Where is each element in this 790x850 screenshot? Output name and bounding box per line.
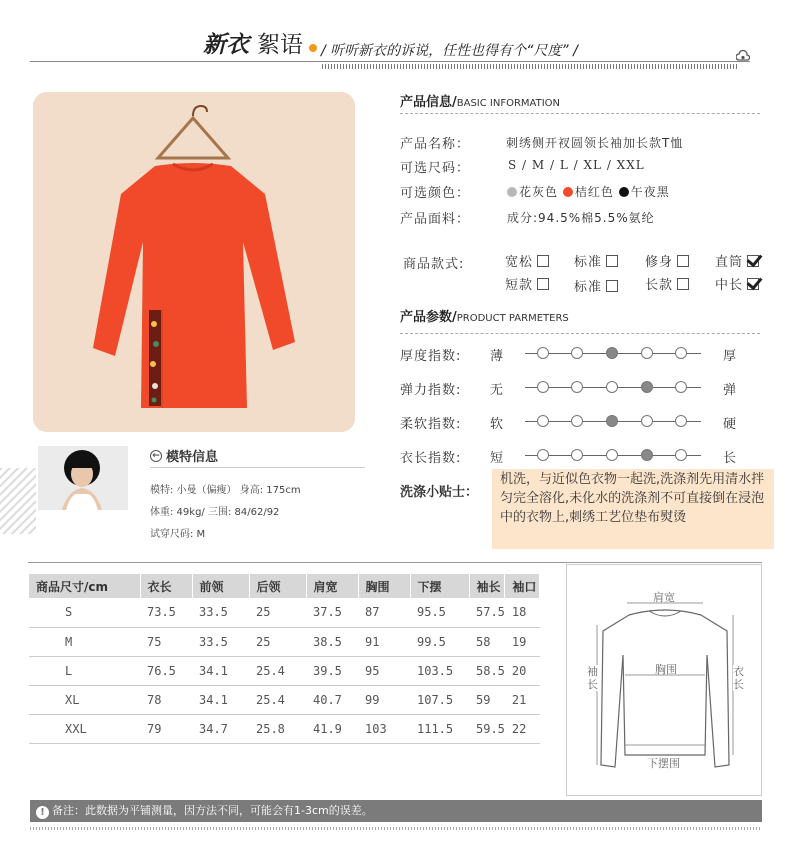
- param-slider-knob[interactable]: [675, 347, 687, 359]
- basic-info-heading: [400, 91, 560, 110]
- measure-cell: 107.5: [410, 685, 469, 714]
- param-slider-knob[interactable]: [537, 381, 549, 393]
- measure-cell: 76.5: [140, 656, 192, 685]
- measure-cell: 25.4: [249, 685, 306, 714]
- info-icon: !: [36, 806, 49, 819]
- measure-cell: 18: [505, 598, 540, 627]
- model-line-1: 模特: 小曼（偏瘦） 身高: 175cm: [150, 485, 301, 496]
- param-max-label: 长: [723, 451, 737, 466]
- color-options: [507, 183, 670, 200]
- col-header-shoulder: 肩宽: [306, 574, 358, 598]
- param-label: 衣长指数:: [400, 451, 462, 466]
- measure-cell: 25: [249, 627, 306, 656]
- param-slider-knob[interactable]: [537, 449, 549, 461]
- table-top-divider: [28, 562, 762, 563]
- measure-cell: 95.5: [410, 598, 469, 627]
- header-hatch: [322, 64, 738, 69]
- col-header-chest: 胸围: [358, 574, 410, 598]
- measure-cell: 33.5: [192, 598, 249, 627]
- style-option-standard-length-label: 标准: [574, 280, 603, 295]
- measure-cell: 95: [358, 656, 410, 685]
- fabric-value: 成分:94.5%棉5.5%氨纶: [507, 211, 655, 225]
- param-slider-knob-selected[interactable]: [641, 381, 653, 393]
- style-option-standard-length[interactable]: [574, 276, 618, 295]
- color-name-grey: 花灰色: [519, 185, 559, 199]
- measure-cell: 34.7: [192, 714, 249, 743]
- wash-tips-text: 机洗，与近似色衣物一起洗,洗涤剂先用清水拌匀完全溶化,未化水的洗涤剂不可直接倒在浸泡中的衣物上,刺绣工艺位垫布熨烫: [492, 469, 774, 549]
- param-max-label: 厚: [723, 349, 737, 364]
- diagram-label-length: 衣长: [733, 665, 744, 691]
- param-slider-knob[interactable]: [571, 347, 583, 359]
- param-slider-knob[interactable]: [675, 449, 687, 461]
- note-bar: [30, 800, 762, 822]
- diagram-label-sleeve: 袖长: [587, 665, 598, 691]
- param-slider-knob[interactable]: [606, 381, 618, 393]
- param-max-label: 弹: [723, 383, 737, 398]
- col-header-front-neck: 前领: [192, 574, 249, 598]
- product-name-value: 刺绣侧开衩圆领长袖加长款T恤: [506, 136, 684, 150]
- color-swatch-black[interactable]: [619, 187, 629, 197]
- bottom-hatch: [30, 827, 762, 830]
- measure-cell: 59.5: [469, 714, 505, 743]
- col-header-cuff: 袖口: [505, 574, 540, 598]
- measure-cell: 59: [469, 685, 505, 714]
- measure-cell: 99.5: [410, 627, 469, 656]
- table-row: [29, 627, 540, 656]
- checkbox-mid-length-checked[interactable]: [747, 278, 759, 290]
- style-option-short[interactable]: [505, 274, 549, 293]
- wash-tips-label: 洗涤小贴士：: [400, 485, 479, 500]
- size-diagram: [566, 564, 762, 796]
- style-option-slim[interactable]: [645, 251, 689, 270]
- table-row: [29, 685, 540, 714]
- checkbox-slim[interactable]: [677, 255, 689, 267]
- measure-cell: 57.5: [469, 598, 505, 627]
- style-option-standard-fit[interactable]: [574, 251, 618, 270]
- size-cell: M: [29, 627, 140, 656]
- table-row: [29, 598, 540, 627]
- measure-cell: 25.8: [249, 714, 306, 743]
- size-options-value: S / M / L / XL / XXL: [508, 158, 645, 172]
- orange-shirt-image: [33, 92, 355, 432]
- measure-cell: 58: [469, 627, 505, 656]
- size-cell: XL: [29, 685, 140, 714]
- measure-cell: 103: [358, 714, 410, 743]
- style-option-mid-length-label: 中长: [715, 278, 744, 293]
- back-arrow-icon: ←: [150, 450, 162, 462]
- fabric-label: 产品面料：: [400, 212, 471, 227]
- style-option-slim-label: 修身: [645, 255, 674, 270]
- color-options-label: 可选颜色：: [400, 186, 471, 201]
- product-name-label: 产品名称：: [400, 137, 471, 152]
- param-label: 弹力指数:: [400, 383, 462, 398]
- measure-cell: 20: [505, 656, 540, 685]
- measure-cell: 22: [505, 714, 540, 743]
- style-option-mid-length[interactable]: [715, 274, 759, 293]
- diagram-label-hem: 下摆围: [647, 757, 680, 770]
- checkbox-standard-fit[interactable]: [606, 255, 618, 267]
- col-header-sleeve: 袖长: [469, 574, 505, 598]
- cloud-recycle-icon: [736, 50, 750, 62]
- basic-info-divider: [400, 113, 760, 114]
- col-header-length: 衣长: [140, 574, 192, 598]
- param-slider-knob[interactable]: [606, 449, 618, 461]
- col-header-hem: 下摆: [410, 574, 469, 598]
- measure-cell: 79: [140, 714, 192, 743]
- table-row: [29, 714, 540, 743]
- measure-cell: 41.9: [306, 714, 358, 743]
- measure-cell: 34.1: [192, 685, 249, 714]
- style-option-straight[interactable]: [715, 251, 759, 270]
- diagram-label-shoulder: 肩宽: [653, 591, 675, 604]
- col-header-size: 商品尺寸/cm: [29, 574, 140, 598]
- measure-cell: 91: [358, 627, 410, 656]
- header-subtitle: / 听听新衣的诉说，任性也得有个“尺度” /: [321, 43, 578, 59]
- table-row: [29, 656, 540, 685]
- size-table-header: [29, 574, 540, 598]
- header-title-main: 新衣: [203, 31, 249, 58]
- param-slider-knob[interactable]: [641, 415, 653, 427]
- style-option-long-label: 长款: [645, 278, 674, 293]
- style-option-short-label: 短款: [505, 278, 534, 293]
- param-min-label: 薄: [490, 349, 504, 364]
- measure-cell: 87: [358, 598, 410, 627]
- measure-cell: 25.4: [249, 656, 306, 685]
- param-label: 柔软指数:: [400, 417, 462, 432]
- params-divider: [400, 333, 760, 334]
- color-name-black: 午夜黑: [630, 185, 670, 199]
- param-slider-knob-selected[interactable]: [641, 449, 653, 461]
- params-heading-en: PRODUCT PARMETERS: [456, 313, 569, 324]
- style-option-loose[interactable]: [505, 251, 549, 270]
- model-line-2: 体重: 49kg/ 三围: 84/62/92: [150, 507, 280, 518]
- col-header-back-neck: 后领: [249, 574, 306, 598]
- size-cell: XXL: [29, 714, 140, 743]
- style-label: 商品款式:: [403, 257, 465, 272]
- checkbox-straight-checked[interactable]: [747, 255, 759, 267]
- color-name-orange: 桔红色: [574, 185, 614, 199]
- color-swatch-orange[interactable]: [563, 187, 573, 197]
- params-heading: [400, 306, 569, 325]
- measure-cell: 40.7: [306, 685, 358, 714]
- measure-cell: 39.5: [306, 656, 358, 685]
- size-table-body: [29, 598, 540, 743]
- param-slider-knob[interactable]: [571, 381, 583, 393]
- param-slider-knob[interactable]: [641, 347, 653, 359]
- model-info-title-text: 模特信息: [166, 450, 219, 465]
- diagram-label-chest: 胸围: [655, 663, 677, 676]
- product-photo: [33, 92, 355, 432]
- checkbox-long[interactable]: [677, 278, 689, 290]
- measure-cell: 78: [140, 685, 192, 714]
- style-option-loose-label: 宽松: [505, 255, 534, 270]
- measure-cell: 99: [358, 685, 410, 714]
- param-slider-knob[interactable]: [675, 381, 687, 393]
- measure-cell: 25: [249, 598, 306, 627]
- measure-cell: 38.5: [306, 627, 358, 656]
- header-accent-dot: [309, 44, 317, 52]
- measure-cell: 33.5: [192, 627, 249, 656]
- measure-cell: 58.5: [469, 656, 505, 685]
- measure-cell: 37.5: [306, 598, 358, 627]
- basic-info-heading-cn: 产品信息/: [400, 95, 457, 110]
- param-slider-knob[interactable]: [537, 347, 549, 359]
- param-slider-knob[interactable]: [675, 415, 687, 427]
- model-divider: [150, 467, 365, 468]
- measure-cell: 111.5: [410, 714, 469, 743]
- params-heading-cn: 产品参数/: [400, 310, 457, 325]
- model-line-3: 试穿尺码: M: [150, 529, 206, 540]
- param-slider-knob[interactable]: [537, 415, 549, 427]
- param-min-label: 无: [490, 383, 504, 398]
- param-label: 厚度指数:: [400, 349, 462, 364]
- checkbox-short[interactable]: [537, 278, 549, 290]
- measure-cell: 73.5: [140, 598, 192, 627]
- size-table: [29, 574, 540, 744]
- header-title-secondary: 絮语: [257, 32, 303, 58]
- param-slider-knob-selected[interactable]: [606, 415, 618, 427]
- model-info-title: [150, 446, 218, 465]
- model-photo: [38, 446, 128, 510]
- color-swatch-grey[interactable]: [507, 187, 517, 197]
- style-option-standard-fit-label: 标准: [574, 255, 603, 270]
- measure-cell: 75: [140, 627, 192, 656]
- measure-cell: 34.1: [192, 656, 249, 685]
- note-text: 备注：此数据为平铺测量，因方法不同，可能会有1-3cm的误差。: [52, 804, 373, 817]
- param-max-label: 硬: [723, 417, 737, 432]
- style-option-straight-label: 直筒: [715, 255, 744, 270]
- param-min-label: 短: [490, 451, 504, 466]
- decorative-zigzag: [0, 468, 36, 534]
- checkbox-loose[interactable]: [537, 255, 549, 267]
- param-slider-knob-selected[interactable]: [606, 347, 618, 359]
- checkbox-standard-length[interactable]: [606, 280, 618, 292]
- size-cell: S: [29, 598, 140, 627]
- param-slider-knob[interactable]: [571, 449, 583, 461]
- measure-cell: 103.5: [410, 656, 469, 685]
- param-slider-knob[interactable]: [571, 415, 583, 427]
- param-min-label: 软: [490, 417, 504, 432]
- header-divider: [30, 61, 750, 62]
- measure-cell: 19: [505, 627, 540, 656]
- measure-cell: 21: [505, 685, 540, 714]
- size-cell: L: [29, 656, 140, 685]
- basic-info-heading-en: BASIC INFORMATION: [456, 98, 561, 109]
- size-options-label: 可选尺码：: [400, 161, 471, 176]
- style-option-long[interactable]: [645, 274, 689, 293]
